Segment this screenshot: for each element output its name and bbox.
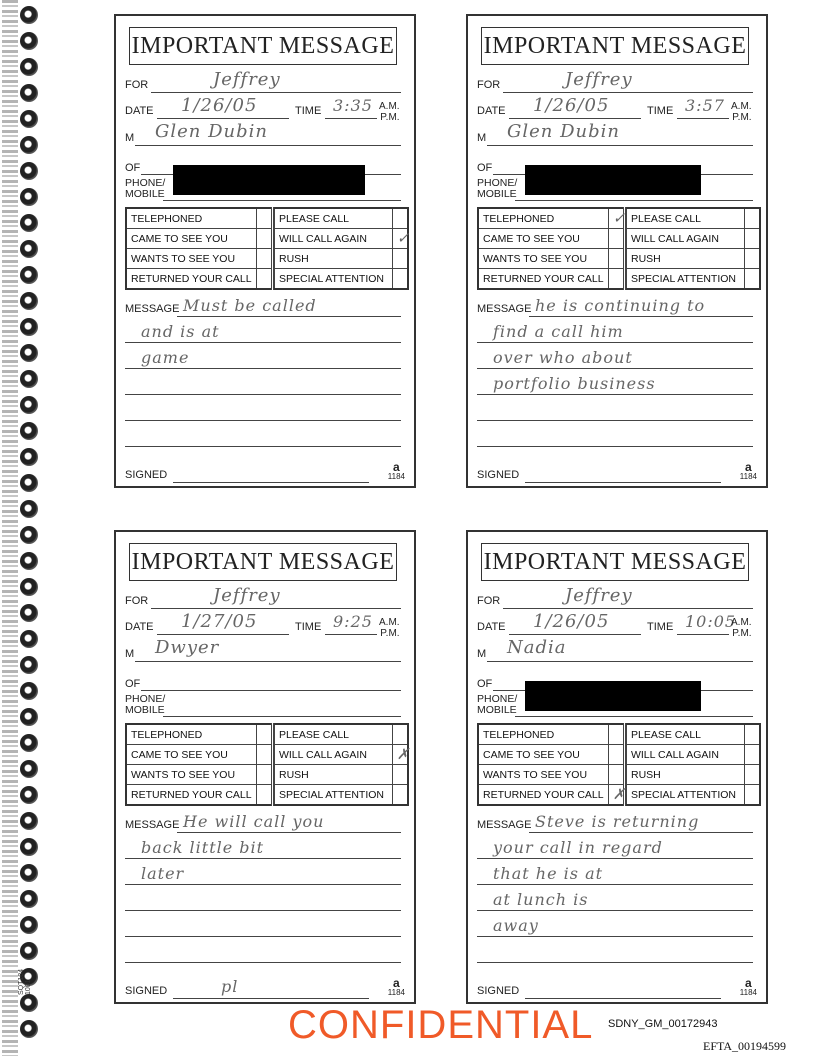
spiral-code: SQT184 1001 [18, 968, 32, 995]
rush-label: RUSH [274, 765, 392, 785]
signed-value: pl [221, 977, 239, 996]
status-row [478, 249, 760, 269]
spiral-ring-icon [20, 578, 38, 596]
message-text-line: and is at [141, 322, 220, 341]
time-value: 10:05 [685, 612, 737, 631]
check-mark-icon: ✗ [396, 745, 410, 763]
please-call-label: PLEASE CALL [626, 724, 744, 745]
special-attention-checkbox[interactable] [744, 785, 760, 806]
spiral-ring-icon [20, 786, 38, 804]
please-call-checkbox[interactable] [392, 724, 408, 745]
message-slip [466, 530, 768, 1004]
came-to-see-label: CAME TO SEE YOU [478, 229, 608, 249]
returned-call-checkbox[interactable] [608, 269, 624, 290]
phone-label: PHONE/ [125, 177, 166, 189]
will-call-again-checkbox[interactable] [392, 229, 408, 249]
redaction-box [173, 165, 365, 195]
rush-label: RUSH [626, 249, 744, 269]
pm-label: P.M. [380, 628, 400, 639]
date-value: 1/26/05 [533, 95, 610, 116]
status-row [478, 785, 760, 806]
phone-label: PHONE/ [477, 177, 518, 189]
pm-label: P.M. [732, 112, 752, 123]
am-label: A.M. [379, 617, 400, 628]
rush-checkbox[interactable] [744, 765, 760, 785]
message-slip [114, 530, 416, 1004]
message-text-line: at lunch is [493, 890, 589, 909]
please-call-label: PLEASE CALL [274, 724, 392, 745]
message-text-line: Steve is returning [535, 812, 700, 831]
please-call-checkbox[interactable] [744, 724, 760, 745]
form-number: 1184 [387, 988, 405, 997]
of-label: OF [477, 162, 493, 174]
wants-to-see-checkbox[interactable] [256, 765, 272, 785]
signed-label: SIGNED [125, 469, 168, 481]
date-label: DATE [477, 105, 506, 117]
please-call-checkbox[interactable] [744, 208, 760, 229]
phone-label: PHONE/ [477, 693, 518, 705]
status-grid [125, 723, 409, 806]
status-row [126, 765, 408, 785]
spiral-ring-icon [20, 630, 38, 648]
rush-checkbox[interactable] [744, 249, 760, 269]
spiral-ring-icon [20, 58, 38, 76]
will-call-again-checkbox[interactable] [744, 745, 760, 765]
adams-logo-icon: a [393, 976, 400, 990]
date-value: 1/26/05 [181, 95, 258, 116]
message-text-line: your call in regard [493, 838, 663, 857]
spiral-ring-icon [20, 682, 38, 700]
will-call-again-label: WILL CALL AGAIN [274, 745, 392, 765]
message-text-line: away [493, 916, 539, 935]
came-to-see-checkbox[interactable] [256, 745, 272, 765]
came-to-see-label: CAME TO SEE YOU [126, 745, 256, 765]
spiral-ring-icon [20, 942, 38, 960]
special-attention-checkbox[interactable] [744, 269, 760, 290]
caller-name: Glen Dubin [155, 121, 268, 142]
caller-name: Nadia [507, 637, 567, 658]
returned-call-checkbox[interactable] [256, 269, 272, 290]
rush-checkbox[interactable] [392, 765, 408, 785]
for-value: Jeffrey [565, 585, 633, 606]
time-label: TIME [295, 621, 322, 633]
spiral-ring-icon [20, 136, 38, 154]
m-label: M [125, 648, 135, 660]
date-label: DATE [125, 621, 154, 633]
status-row [478, 765, 760, 785]
time-value: 3:57 [685, 96, 725, 115]
adams-logo-icon: a [393, 460, 400, 474]
telephoned-label: TELEPHONED [478, 724, 608, 745]
spiral-ring-icon [20, 396, 38, 414]
time-value: 9:25 [333, 612, 373, 631]
returned-call-label: RETURNED YOUR CALL [478, 785, 608, 806]
will-call-again-checkbox[interactable] [392, 745, 408, 765]
came-to-see-label: CAME TO SEE YOU [478, 745, 608, 765]
spiral-ring-icon [20, 838, 38, 856]
wants-to-see-label: WANTS TO SEE YOU [126, 249, 256, 269]
spiral-ring-icon [20, 526, 38, 544]
message-slip [114, 14, 416, 488]
telephoned-checkbox[interactable] [608, 724, 624, 745]
special-attention-checkbox[interactable] [392, 785, 408, 806]
wants-to-see-label: WANTS TO SEE YOU [126, 765, 256, 785]
m-label: M [477, 648, 487, 660]
time-label: TIME [647, 105, 674, 117]
message-text-line: find a call him [493, 322, 624, 341]
special-attention-label: SPECIAL ATTENTION [274, 785, 392, 806]
wants-to-see-label: WANTS TO SEE YOU [478, 765, 608, 785]
status-row [478, 208, 760, 229]
spiral-ring-icon [20, 734, 38, 752]
status-row [126, 269, 408, 290]
telephoned-label: TELEPHONED [126, 208, 256, 229]
date-label: DATE [477, 621, 506, 633]
am-label: A.M. [379, 101, 400, 112]
rush-checkbox[interactable] [392, 249, 408, 269]
status-row [478, 269, 760, 290]
message-slip [466, 14, 768, 488]
spiral-ring-icon [20, 604, 38, 622]
check-mark-icon: ✓ [612, 209, 626, 227]
spiral-ring-icon [20, 994, 38, 1012]
date-value: 1/26/05 [533, 611, 610, 632]
wants-to-see-label: WANTS TO SEE YOU [478, 249, 608, 269]
spiral-ring-icon [20, 162, 38, 180]
spiral-ring-icon [20, 240, 38, 258]
returned-call-checkbox[interactable] [256, 785, 272, 806]
telephoned-label: TELEPHONED [478, 208, 608, 229]
pm-label: P.M. [732, 628, 752, 639]
for-label: FOR [125, 79, 149, 91]
telephoned-checkbox[interactable] [256, 208, 272, 229]
signed-label: SIGNED [477, 469, 520, 481]
status-row [126, 229, 408, 249]
spiral-ring-icon [20, 890, 38, 908]
spiral-ring-icon [20, 760, 38, 778]
came-to-see-checkbox[interactable] [608, 745, 624, 765]
spiral-ring-icon [20, 32, 38, 50]
status-row [126, 208, 408, 229]
spiral-ring-icon [20, 474, 38, 492]
confidential-stamp: CONFIDENTIAL [288, 1003, 594, 1047]
spiral-ring-icon [20, 110, 38, 128]
came-to-see-label: CAME TO SEE YOU [126, 229, 256, 249]
spiral-ring-icon [20, 370, 38, 388]
wants-to-see-checkbox[interactable] [256, 249, 272, 269]
will-call-again-label: WILL CALL AGAIN [274, 229, 392, 249]
spiral-ring-icon [20, 292, 38, 310]
status-grid [125, 207, 409, 290]
please-call-checkbox[interactable] [392, 208, 408, 229]
for-label: FOR [125, 595, 149, 607]
spiral-ring-icon [20, 422, 38, 440]
returned-call-checkbox[interactable] [608, 785, 624, 806]
please-call-label: PLEASE CALL [274, 208, 392, 229]
time-label: TIME [647, 621, 674, 633]
form-number: 1184 [387, 472, 405, 481]
bates-number: SDNY_GM_00172943 [608, 1018, 718, 1030]
status-row [126, 745, 408, 765]
status-row [126, 724, 408, 745]
status-grid [477, 207, 761, 290]
status-grid [477, 723, 761, 806]
status-row [478, 745, 760, 765]
mobile-label: MOBILE [125, 188, 165, 200]
message-text-line: portfolio business [493, 374, 656, 393]
for-label: FOR [477, 79, 501, 91]
am-label: A.M. [731, 101, 752, 112]
of-label: OF [125, 162, 141, 174]
message-text-line: he is continuing to [535, 296, 706, 315]
rush-label: RUSH [274, 249, 392, 269]
spiral-ring-icon [20, 916, 38, 934]
redaction-box [525, 165, 701, 195]
am-label: A.M. [731, 617, 752, 628]
status-row [478, 229, 760, 249]
spiral-binding [0, 0, 44, 1056]
pm-label: P.M. [380, 112, 400, 123]
returned-call-label: RETURNED YOUR CALL [126, 269, 256, 290]
for-value: Jeffrey [213, 585, 281, 606]
torn-edge [2, 0, 18, 1056]
for-value: Jeffrey [213, 69, 281, 90]
will-call-again-label: WILL CALL AGAIN [626, 745, 744, 765]
time-value: 3:35 [333, 96, 373, 115]
check-mark-icon: ✗ [612, 785, 626, 803]
telephoned-checkbox[interactable] [256, 724, 272, 745]
special-attention-checkbox[interactable] [392, 269, 408, 290]
came-to-see-checkbox[interactable] [256, 229, 272, 249]
special-attention-label: SPECIAL ATTENTION [626, 785, 744, 806]
spiral-ring-icon [20, 84, 38, 102]
message-text-line: that he is at [493, 864, 604, 883]
message-text-line: later [141, 864, 185, 883]
for-value: Jeffrey [565, 69, 633, 90]
m-label: M [125, 132, 135, 144]
spiral-ring-icon [20, 552, 38, 570]
spiral-ring-icon [20, 448, 38, 466]
redaction-box [525, 681, 701, 711]
wants-to-see-checkbox[interactable] [608, 765, 624, 785]
spiral-ring-icon [20, 708, 38, 726]
mobile-label: MOBILE [125, 704, 165, 716]
spiral-ring-icon [20, 188, 38, 206]
slip-title: IMPORTANT MESSAGE [129, 27, 397, 65]
telephoned-checkbox[interactable] [608, 208, 624, 229]
status-row [126, 249, 408, 269]
message-text-line: He will call you [183, 812, 325, 831]
form-number: 1184 [739, 472, 757, 481]
date-value: 1/27/05 [181, 611, 258, 632]
mobile-label: MOBILE [477, 188, 517, 200]
rush-label: RUSH [626, 765, 744, 785]
spiral-ring-icon [20, 318, 38, 336]
spiral-ring-icon [20, 864, 38, 882]
adams-logo-icon: a [745, 460, 752, 474]
mobile-label: MOBILE [477, 704, 517, 716]
message-text-line: back little bit [141, 838, 265, 857]
returned-call-label: RETURNED YOUR CALL [126, 785, 256, 806]
efta-number: EFTA_00194599 [703, 1039, 787, 1053]
form-number: 1184 [739, 988, 757, 997]
spiral-ring-icon [20, 344, 38, 362]
slip-title: IMPORTANT MESSAGE [129, 543, 397, 581]
spiral-ring-icon [20, 500, 38, 518]
caller-name: Glen Dubin [507, 121, 620, 142]
telephoned-label: TELEPHONED [126, 724, 256, 745]
signed-label: SIGNED [125, 985, 168, 997]
m-label: M [477, 132, 487, 144]
message-label: MESSAGE [477, 819, 532, 831]
special-attention-label: SPECIAL ATTENTION [626, 269, 744, 290]
status-row [478, 724, 760, 745]
time-label: TIME [295, 105, 322, 117]
message-label: MESSAGE [125, 819, 180, 831]
returned-call-label: RETURNED YOUR CALL [478, 269, 608, 290]
slip-title: IMPORTANT MESSAGE [481, 543, 749, 581]
check-mark-icon: ✓ [396, 229, 410, 247]
signed-label: SIGNED [477, 985, 520, 997]
will-call-again-checkbox[interactable] [744, 229, 760, 249]
spiral-ring-icon [20, 6, 38, 24]
message-label: MESSAGE [125, 303, 180, 315]
of-label: OF [477, 678, 493, 690]
status-row [126, 785, 408, 806]
date-label: DATE [125, 105, 154, 117]
adams-logo-icon: a [745, 976, 752, 990]
spiral-ring-icon [20, 812, 38, 830]
for-label: FOR [477, 595, 501, 607]
spiral-ring-icon [20, 1020, 38, 1038]
message-text-line: game [141, 348, 190, 367]
please-call-label: PLEASE CALL [626, 208, 744, 229]
of-label: OF [125, 678, 141, 690]
caller-name: Dwyer [155, 637, 220, 658]
came-to-see-checkbox[interactable] [608, 229, 624, 249]
wants-to-see-checkbox[interactable] [608, 249, 624, 269]
special-attention-label: SPECIAL ATTENTION [274, 269, 392, 290]
phone-label: PHONE/ [125, 693, 166, 705]
spiral-ring-icon [20, 266, 38, 284]
slip-title: IMPORTANT MESSAGE [481, 27, 749, 65]
message-text-line: over who about [493, 348, 633, 367]
message-text-line: Must be called [183, 296, 317, 315]
message-label: MESSAGE [477, 303, 532, 315]
will-call-again-label: WILL CALL AGAIN [626, 229, 744, 249]
spiral-ring-icon [20, 214, 38, 232]
spiral-ring-icon [20, 656, 38, 674]
